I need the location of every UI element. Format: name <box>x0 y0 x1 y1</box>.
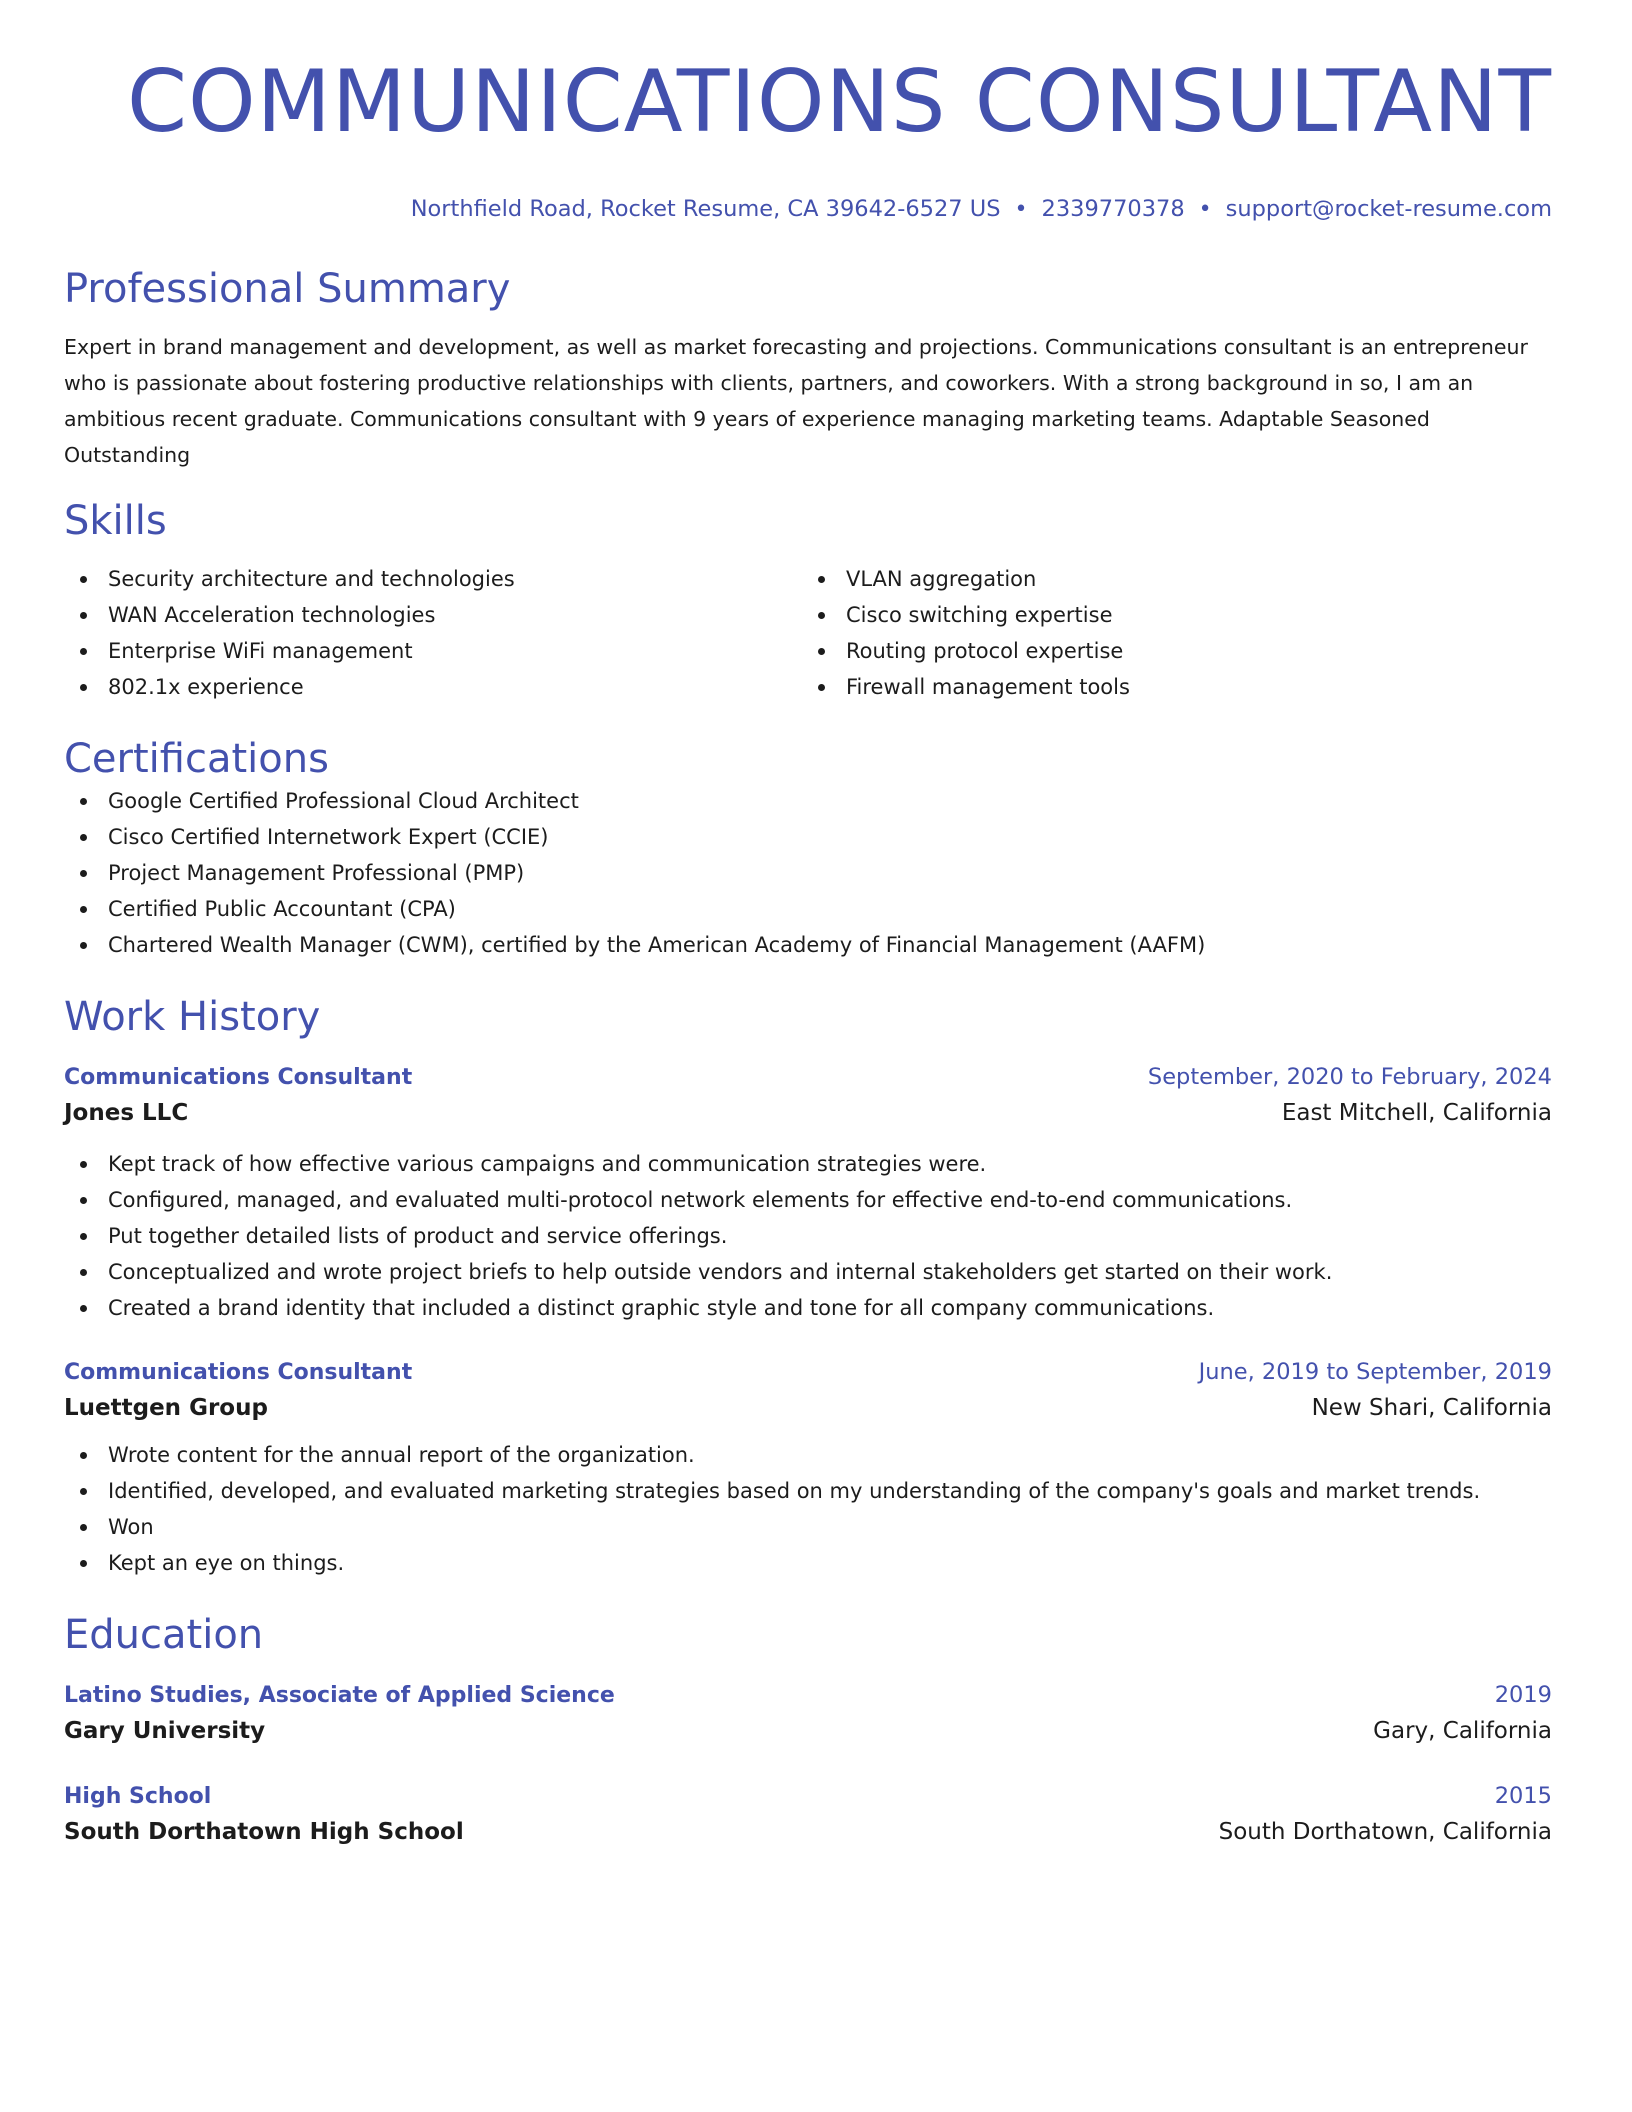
job-bullet-item <box>64 1218 1552 1254</box>
education-school: Gary University <box>64 1718 266 1744</box>
job-bullet-text: Conceptualized and wrote project briefs to help outside vendors and internal stakeholders get started on their work. <box>108 1260 1333 1284</box>
job-header-row <box>64 1061 1552 1094</box>
education-location: Gary, California <box>1373 1718 1552 1744</box>
bullet-icon <box>818 684 825 691</box>
job-bullet-text: Configured, managed, and evaluated multi-protocol network elements for effective end-to-end communications. <box>108 1188 1293 1212</box>
job-entry <box>64 1061 1552 1326</box>
skill-label: VLAN aggregation <box>846 567 1037 591</box>
education-entry <box>64 1679 1552 1750</box>
education-school: South Dorthatown High School <box>64 1819 464 1845</box>
education-year: 2015 <box>1494 1783 1552 1809</box>
bullet-icon <box>80 1269 87 1276</box>
bullet-icon <box>80 612 87 619</box>
bullet-icon <box>80 834 87 841</box>
summary-text: Expert in brand management and development, as well as market forecasting and projections. Communications consultant is an entrepreneur who is passionate about fostering productive relationships with clients, partners, and coworkers. With a strong background in so, I am an ambitious recent graduate. Communications consultant with 9 years of experience managing marketing teams. Adaptable Seasoned Outstanding <box>64 335 1528 467</box>
skill-label: 802.1x experience <box>108 675 304 699</box>
job-title: Communications Consultant <box>64 1360 413 1385</box>
certification-label: Certified Public Accountant (CPA) <box>108 897 456 921</box>
job-bullet-text: Kept an eye on things. <box>108 1551 345 1575</box>
bullet-icon <box>80 1488 87 1495</box>
certification-item <box>64 927 1552 963</box>
skills-grid <box>64 561 1552 705</box>
bullet-icon <box>80 1524 87 1531</box>
education-degree: High School <box>64 1784 212 1809</box>
bullet-icon <box>818 648 825 655</box>
job-bullet-item <box>64 1509 1552 1545</box>
resume-title: COMMUNICATIONS CONSULTANT <box>126 52 1552 152</box>
bullet-icon <box>80 906 87 913</box>
contact-line <box>64 194 1552 225</box>
certification-label: Cisco Certified Internetwork Expert (CCIE) <box>108 825 549 849</box>
education-school-row <box>64 1712 1552 1750</box>
skills-column-right <box>802 561 1540 705</box>
job-dates: September, 2020 to February, 2024 <box>1147 1064 1552 1090</box>
certification-item <box>64 855 1552 891</box>
job-bullet-item <box>64 1437 1552 1473</box>
summary-heading: Professional Summary <box>64 266 511 312</box>
skill-item <box>802 561 1540 597</box>
contact-email: support@rocket-resume.com <box>1225 196 1552 222</box>
job-location: New Shari, California <box>1311 1395 1552 1421</box>
contact-phone: 2339770378 <box>1041 196 1185 222</box>
skill-item <box>802 669 1540 705</box>
certifications-list <box>64 783 1552 963</box>
job-bullet-item <box>64 1146 1552 1182</box>
job-bullet-item <box>64 1545 1552 1581</box>
job-entry <box>64 1356 1552 1581</box>
bullet-icon <box>80 1233 87 1240</box>
skill-label: WAN Acceleration technologies <box>108 603 436 627</box>
job-dates: June, 2019 to September, 2019 <box>1198 1359 1552 1385</box>
contact-address: Northfield Road, Rocket Resume, CA 39642-6527 US <box>410 196 1001 222</box>
job-bullet-text: Created a brand identity that included a distinct graphic style and tone for all company communications. <box>108 1296 1215 1320</box>
education-header-row <box>64 1679 1552 1712</box>
skill-item <box>64 597 802 633</box>
certification-item <box>64 783 1552 819</box>
bullet-icon <box>80 1197 87 1204</box>
job-company: Luettgen Group <box>64 1395 268 1421</box>
certification-label: Google Certified Professional Cloud Architect <box>108 789 579 813</box>
bullet-icon <box>80 684 87 691</box>
education-header-row <box>64 1780 1552 1813</box>
bullet-icon <box>80 798 87 805</box>
job-bullets <box>64 1437 1552 1581</box>
certification-item <box>64 819 1552 855</box>
skill-item <box>64 561 802 597</box>
contact-separator: • <box>1198 197 1212 222</box>
skills-heading: Skills <box>64 498 167 544</box>
skill-label: Cisco switching expertise <box>846 603 1113 627</box>
skill-item <box>64 669 802 705</box>
bullet-icon <box>80 1560 87 1567</box>
skill-label: Firewall management tools <box>846 675 1130 699</box>
education-heading: Education <box>64 1612 264 1658</box>
job-bullets <box>64 1146 1552 1326</box>
certification-label: Chartered Wealth Manager (CWM), certified by the American Academy of Financial Management (AAFM) <box>108 933 1206 957</box>
certification-label: Project Management Professional (PMP) <box>108 861 525 885</box>
certifications-heading: Certifications <box>64 736 329 782</box>
job-header-row <box>64 1356 1552 1389</box>
job-location: East Mitchell, California <box>1281 1100 1552 1126</box>
job-bullet-item <box>64 1182 1552 1218</box>
education-year: 2019 <box>1494 1682 1552 1708</box>
skill-item <box>802 597 1540 633</box>
bullet-icon <box>818 576 825 583</box>
bullet-icon <box>80 1161 87 1168</box>
job-bullet-text: Won <box>108 1515 154 1539</box>
skill-item <box>64 633 802 669</box>
education-entry <box>64 1780 1552 1851</box>
bullet-icon <box>80 942 87 949</box>
job-bullet-text: Kept track of how effective various campaigns and communication strategies were. <box>108 1152 987 1176</box>
job-bullet-item <box>64 1473 1552 1509</box>
skill-label: Security architecture and technologies <box>108 567 515 591</box>
education-school-row <box>64 1813 1552 1851</box>
skill-label: Routing protocol expertise <box>846 639 1124 663</box>
job-title: Communications Consultant <box>64 1065 413 1090</box>
job-company-row <box>64 1094 1552 1132</box>
job-company-row <box>64 1389 1552 1427</box>
job-bullet-item <box>64 1254 1552 1290</box>
bullet-icon <box>818 612 825 619</box>
job-bullet-text: Put together detailed lists of product and service offerings. <box>108 1224 728 1248</box>
job-bullet-text: Wrote content for the annual report of the organization. <box>108 1443 695 1467</box>
bullet-icon <box>80 1305 87 1312</box>
bullet-icon <box>80 1452 87 1459</box>
skills-column-left <box>64 561 802 705</box>
skill-label: Enterprise WiFi management <box>108 639 413 663</box>
education-location: South Dorthatown, California <box>1218 1819 1552 1845</box>
skill-item <box>802 633 1540 669</box>
education-degree: Latino Studies, Associate of Applied Science <box>64 1683 615 1708</box>
work-history-heading: Work History <box>64 994 321 1040</box>
contact-separator: • <box>1014 197 1028 222</box>
bullet-icon <box>80 870 87 877</box>
job-bullet-item <box>64 1290 1552 1326</box>
certification-item <box>64 891 1552 927</box>
bullet-icon <box>80 648 87 655</box>
job-bullet-text: Identified, developed, and evaluated marketing strategies based on my understanding of the company's goals and market trends. <box>108 1479 1481 1503</box>
job-company: Jones LLC <box>64 1100 189 1126</box>
bullet-icon <box>80 576 87 583</box>
